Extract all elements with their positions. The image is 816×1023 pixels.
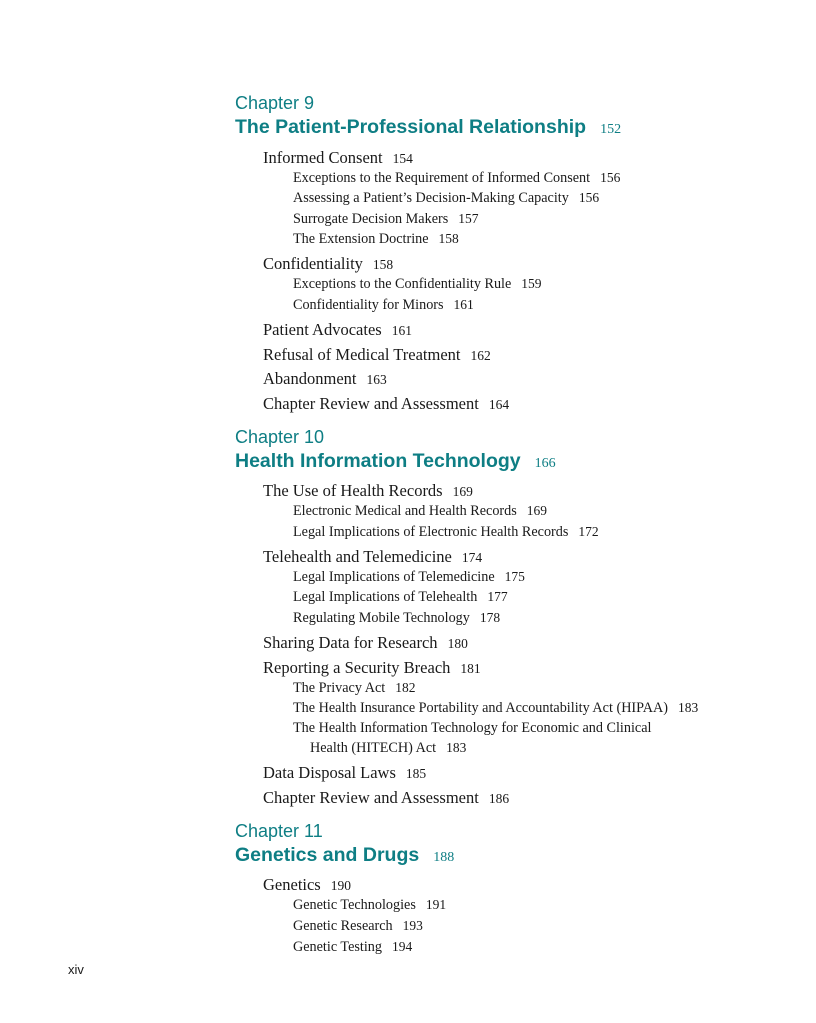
page-number: 194: [391, 938, 413, 954]
toc-section: Chapter Review and Assessment 164: [263, 393, 510, 413]
toc-subsection: Legal Implications of Telemedicine 175: [293, 568, 525, 585]
toc-subsection: Legal Implications of Electronic Health Records 172: [293, 523, 599, 540]
toc-subsection: Surrogate Decision Makers 157: [293, 210, 479, 227]
page-number: 161: [453, 296, 474, 312]
page-number: 181: [460, 660, 481, 676]
chapter-11: [235, 820, 795, 957]
toc-subsection: Regulating Mobile Technology 178: [293, 609, 501, 626]
page-number: 169: [452, 484, 473, 500]
page-number: 186: [488, 790, 510, 806]
toc-subsection: Genetic Testing 194: [293, 938, 413, 955]
toc-section: Refusal of Medical Treatment 162: [263, 344, 491, 364]
toc-section: Telehealth and Telemedicine 174: [263, 546, 483, 566]
chapter-title-text: Genetics and Drugs: [235, 843, 420, 866]
chapter-page: 152: [600, 122, 622, 137]
chapter-page: 166: [534, 455, 556, 471]
chapter-title: [235, 842, 795, 871]
chapter-9: [235, 92, 795, 414]
page-number: 169: [526, 503, 548, 519]
page-number: 157: [458, 210, 479, 226]
page-number: 156: [600, 169, 621, 185]
toc-section: Data Disposal Laws 185: [263, 763, 427, 783]
page-number: 183: [446, 740, 467, 756]
page-number: 193: [402, 918, 423, 933]
toc-section: Reporting a Security Breach 181: [263, 657, 481, 677]
chapter-page: 188: [433, 849, 455, 865]
page-number: 183: [677, 700, 699, 716]
toc-section: Genetics 190: [263, 875, 351, 895]
page-number: 191: [425, 897, 447, 913]
toc-subsection: Genetic Technologies 191: [293, 897, 447, 914]
toc-subsection: Exceptions to the Confidentiality Rule 159: [293, 276, 542, 293]
chapter-entries: [235, 481, 795, 808]
page-number: 159: [521, 276, 542, 292]
toc-section: Abandonment 163: [263, 369, 387, 389]
page-folio: xiv: [68, 962, 84, 977]
page-number: 163: [366, 372, 387, 388]
page-number: 172: [578, 523, 599, 539]
page-number: 154: [392, 150, 413, 166]
toc-subsection: The Extension Doctrine 158: [293, 231, 459, 248]
toc-subsection: Electronic Medical and Health Records 169: [293, 503, 548, 520]
page-number: 178: [479, 609, 501, 625]
chapter-entries: [235, 875, 795, 957]
toc-subsection: The Health Insurance Portability and Accountability Act (HIPAA) 183: [293, 700, 699, 717]
chapter-title: [235, 448, 795, 477]
chapter-title: [235, 114, 795, 143]
page-number: 174: [461, 549, 483, 565]
toc-subsection: Assessing a Patient’s Decision-Making Capacity 156: [293, 190, 600, 207]
page-number: 177: [487, 589, 508, 605]
chapter-title-text: Health Information Technology: [235, 449, 521, 472]
page-number: 158: [372, 257, 394, 273]
page-number: 175: [504, 568, 525, 584]
toc-section: Confidentiality 158: [263, 254, 394, 274]
toc-subsection: Exceptions to the Requirement of Informed Consent 156: [293, 169, 621, 186]
page-number: 158: [438, 231, 459, 247]
page-number: 182: [395, 679, 416, 695]
toc-section: Informed Consent 154: [263, 147, 413, 167]
toc-section: Sharing Data for Research 180: [263, 633, 468, 653]
page-number: 162: [470, 347, 491, 363]
page-number: 156: [578, 190, 600, 206]
chapter-title-text: The Patient-Professional Relationship: [235, 116, 587, 138]
toc-subsection: Confidentiality for Minors 161: [293, 296, 474, 313]
chapter-entries: [235, 148, 795, 414]
toc-subsection: The Privacy Act 182: [293, 679, 416, 696]
page-number: 180: [447, 636, 468, 652]
page-number: 164: [488, 396, 510, 412]
toc-subsection: The Health Information Technology for Economic and Clinical Health (HITECH) Act 183: [293, 719, 652, 757]
toc-section: Patient Advocates 161: [263, 320, 412, 340]
toc-section: The Use of Health Records 169: [263, 481, 473, 501]
chapter-10: [235, 426, 795, 808]
page-number: 161: [391, 323, 412, 339]
page-number: 190: [330, 878, 351, 894]
toc-subsection: Genetic Research 193: [293, 918, 423, 934]
toc-subsection: Legal Implications of Telehealth 177: [293, 589, 508, 606]
chapter-label: Chapter 9: [235, 93, 315, 113]
toc-section: Chapter Review and Assessment 186: [263, 787, 510, 807]
table-of-contents: [235, 92, 795, 969]
chapter-label: Chapter 10: [235, 426, 325, 447]
chapter-label: Chapter 11: [235, 820, 323, 841]
page-number: 185: [405, 766, 427, 782]
